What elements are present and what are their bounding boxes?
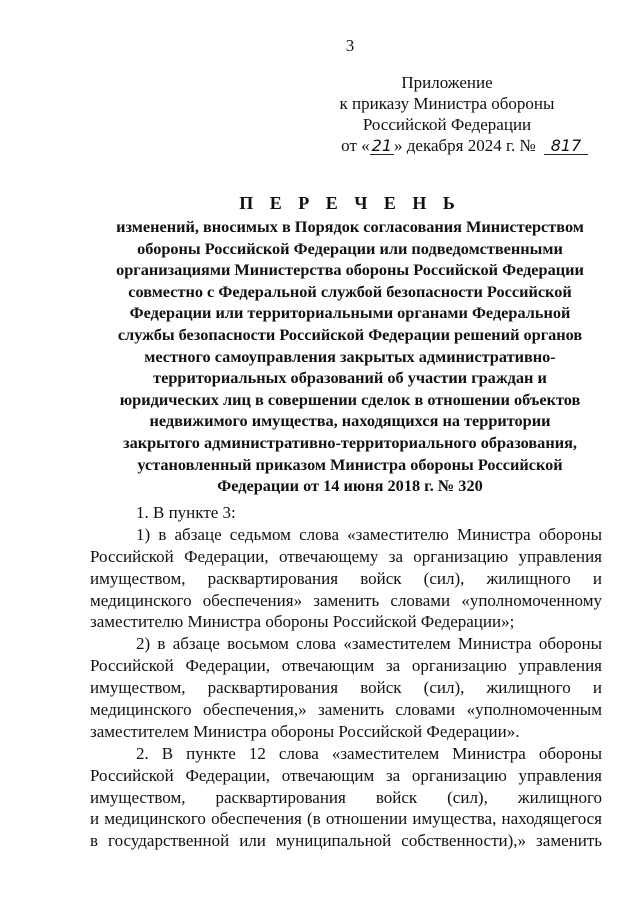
heading-subtitle xyxy=(96,216,604,497)
heading-line: юридических лиц в совершении сделок в отношении объектов xyxy=(119,389,581,409)
body-line: медицинского обеспечения» заменить словами «уполномоченному xyxy=(90,590,602,610)
heading-line: службы безопасности Российской Федерации решений органов xyxy=(117,324,583,344)
heading-title: П Е Р Е Ч Е Н Ь xyxy=(239,193,461,213)
heading-line: установленный приказом Министра обороны Российской xyxy=(137,454,563,474)
heading-line: совместно с Федеральной службой безопасности Российской xyxy=(128,281,572,301)
body-line: 1) в абзаце седьмом слова «заместителю Министра обороны xyxy=(136,524,602,544)
body-line: заместителю Министра обороны Российской Федерации»; xyxy=(90,612,515,632)
heading-line: обороны Российской Федерации или подведомственными xyxy=(137,238,563,258)
appendix-federation: Российской Федерации xyxy=(362,115,532,134)
heading-line: закрытого административно-территориального образования, xyxy=(123,432,577,452)
page-number: 3 xyxy=(345,36,355,55)
body-line: Российской Федерации, отвечающим за организацию управления xyxy=(90,765,602,785)
item-1-subitem-1 xyxy=(90,524,602,633)
body-line: в государственной или муниципальной собственности),» заменить xyxy=(90,831,602,851)
appendix-label: Приложение xyxy=(401,73,493,92)
document-heading xyxy=(96,192,604,497)
body-line: и медицинского обеспечения (в отношении имущества, находящегося xyxy=(90,809,602,829)
handwritten-order-number: 817 xyxy=(544,138,588,155)
body-line: 2. В пункте 12 слова «заместителем Министра обороны xyxy=(136,743,602,763)
heading-line: Федерации или территориальными органами Федеральной xyxy=(129,303,571,323)
appendix-order-reference: к приказу Министра обороны xyxy=(339,94,555,113)
handwritten-day: 21 xyxy=(371,136,392,155)
heading-line: местного самоуправления закрытых административно- xyxy=(144,346,556,366)
document-body xyxy=(90,502,602,852)
appendix-header xyxy=(302,72,592,156)
body-line: 2) в абзаце восьмом слова «заместителем Министра обороны xyxy=(136,634,602,654)
date-prefix: от « xyxy=(341,136,370,155)
body-line: Российской Федерации, отвечающему за организацию управления xyxy=(90,546,602,566)
body-line: Российской Федерации, отвечающим за организацию управления xyxy=(90,656,602,676)
body-line: медицинского обеспечения,» заменить словами «уполномоченным xyxy=(90,700,602,720)
heading-line: организациями Министерства обороны Российской Федерации xyxy=(116,260,584,280)
heading-line: Федерации от 14 июня 2018 г. № 320 xyxy=(217,476,483,496)
item-2 xyxy=(90,743,602,852)
heading-line: территориальных образований об участии граждан и xyxy=(153,368,547,388)
date-middle: » декабря 2024 г. № xyxy=(394,136,536,155)
appendix-date-line xyxy=(302,135,592,156)
item-1-subitem-2 xyxy=(90,633,602,742)
body-line: имуществом, расквартирования войск (сил), жилищного и xyxy=(90,678,602,698)
body-line: заместителем Министра обороны Российской Федерации». xyxy=(90,721,520,741)
item-1-heading: 1. В пункте 3: xyxy=(136,503,236,522)
heading-line: изменений, вносимых в Порядок согласования Министерством xyxy=(116,217,584,236)
body-line: имуществом, расквартирования войск (сил), жилищного xyxy=(90,787,602,807)
body-line: имуществом, расквартирования войск (сил), жилищного и xyxy=(90,568,602,588)
heading-line: недвижимого имущества, находящихся на территории xyxy=(149,411,551,431)
